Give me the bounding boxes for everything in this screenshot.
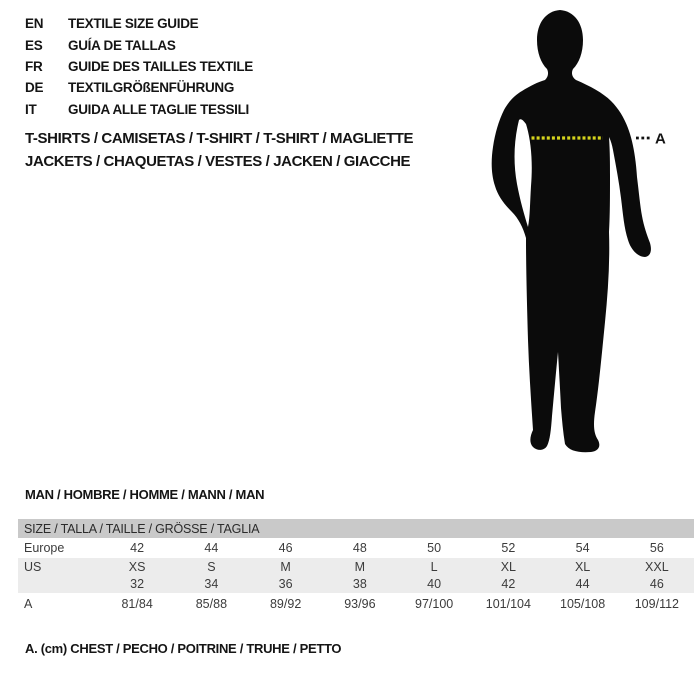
- language-label: GUIDE DES TAILLES TEXTILE: [68, 58, 254, 74]
- table-row-numeric: [18, 576, 694, 594]
- language-row: [25, 77, 253, 98]
- language-code: ES: [25, 37, 43, 53]
- table-cell: XS: [128, 559, 146, 574]
- measure-footnote: A. (cm) CHEST / PECHO / POITRINE / TRUHE / PETTO: [25, 641, 342, 656]
- table-row-europe: [18, 538, 694, 558]
- table-cell: 81/84: [121, 597, 153, 611]
- table-cell: 105/108: [560, 597, 606, 611]
- table-cell: 34: [204, 577, 219, 592]
- language-list: [25, 13, 253, 120]
- section-title: MAN / HOMBRE / HOMME / MANN / MAN: [25, 487, 265, 502]
- table-cell: 89/92: [269, 597, 302, 611]
- language-row: [25, 34, 253, 55]
- language-label: TEXTILGRÖßENFÜHRUNG: [68, 80, 235, 96]
- measure-label-a: A: [655, 130, 666, 148]
- table-cell: 48: [352, 541, 367, 555]
- table-row-label: A: [24, 597, 33, 611]
- table-cell: M: [354, 559, 366, 574]
- table-cell: 44: [575, 577, 590, 592]
- language-row: [25, 56, 253, 77]
- table-cell: 46: [649, 577, 664, 592]
- table-cell: XL: [574, 559, 591, 574]
- table-cell: 56: [649, 541, 664, 555]
- size-table-header: SIZE / TALLA / TAILLE / GRÖSSE / TAGLIA: [18, 519, 694, 538]
- table-cell: 46: [278, 541, 293, 555]
- table-cell: 85/88: [195, 597, 228, 611]
- table-cell: 52: [501, 541, 516, 555]
- table-row-us: [18, 558, 694, 576]
- table-cell: XL: [500, 559, 517, 574]
- table-cell: 40: [427, 577, 442, 592]
- man-silhouette: [492, 10, 651, 452]
- language-code: DE: [25, 80, 44, 96]
- language-row: [25, 13, 253, 34]
- table-cell: 38: [352, 577, 367, 592]
- table-cell: L: [430, 559, 438, 574]
- table-cell: 101/104: [485, 597, 531, 611]
- table-cell: 93/96: [344, 597, 376, 611]
- table-cell: XXL: [645, 559, 669, 574]
- category-line-jackets: JACKETS / CHAQUETAS / VESTES / JACKEN / GIACCHE: [25, 152, 411, 170]
- table-cell: 42: [501, 577, 516, 592]
- category-line-tshirts: T-SHIRTS / CAMISETAS / T-SHIRT / T-SHIRT / MAGLIETTE: [25, 130, 414, 147]
- table-cell: 50: [427, 541, 442, 555]
- language-label: TEXTILE SIZE GUIDE: [68, 16, 199, 32]
- table-cell: 97/100: [415, 597, 454, 611]
- language-label: GUIDA ALLE TAGLIE TESSILI: [68, 101, 249, 117]
- size-table: [18, 519, 694, 615]
- table-cell: 42: [130, 541, 145, 555]
- man-figure: [460, 0, 700, 480]
- table-cell: 54: [575, 541, 590, 555]
- language-code: IT: [25, 101, 37, 117]
- table-cell: 44: [204, 541, 219, 555]
- language-code: EN: [25, 16, 44, 32]
- table-row-label: US: [24, 559, 42, 574]
- table-cell: 36: [278, 577, 293, 592]
- table-cell: 109/112: [634, 597, 679, 611]
- table-row-label: Europe: [24, 541, 65, 555]
- table-cell: S: [207, 559, 216, 574]
- table-cell: M: [280, 559, 291, 574]
- language-row: [25, 99, 253, 120]
- language-code: FR: [25, 58, 43, 74]
- table-cell: 32: [130, 577, 145, 592]
- language-label: GUÍA DE TALLAS: [68, 37, 176, 53]
- category-titles: [25, 128, 413, 173]
- table-row-chest: [18, 593, 694, 615]
